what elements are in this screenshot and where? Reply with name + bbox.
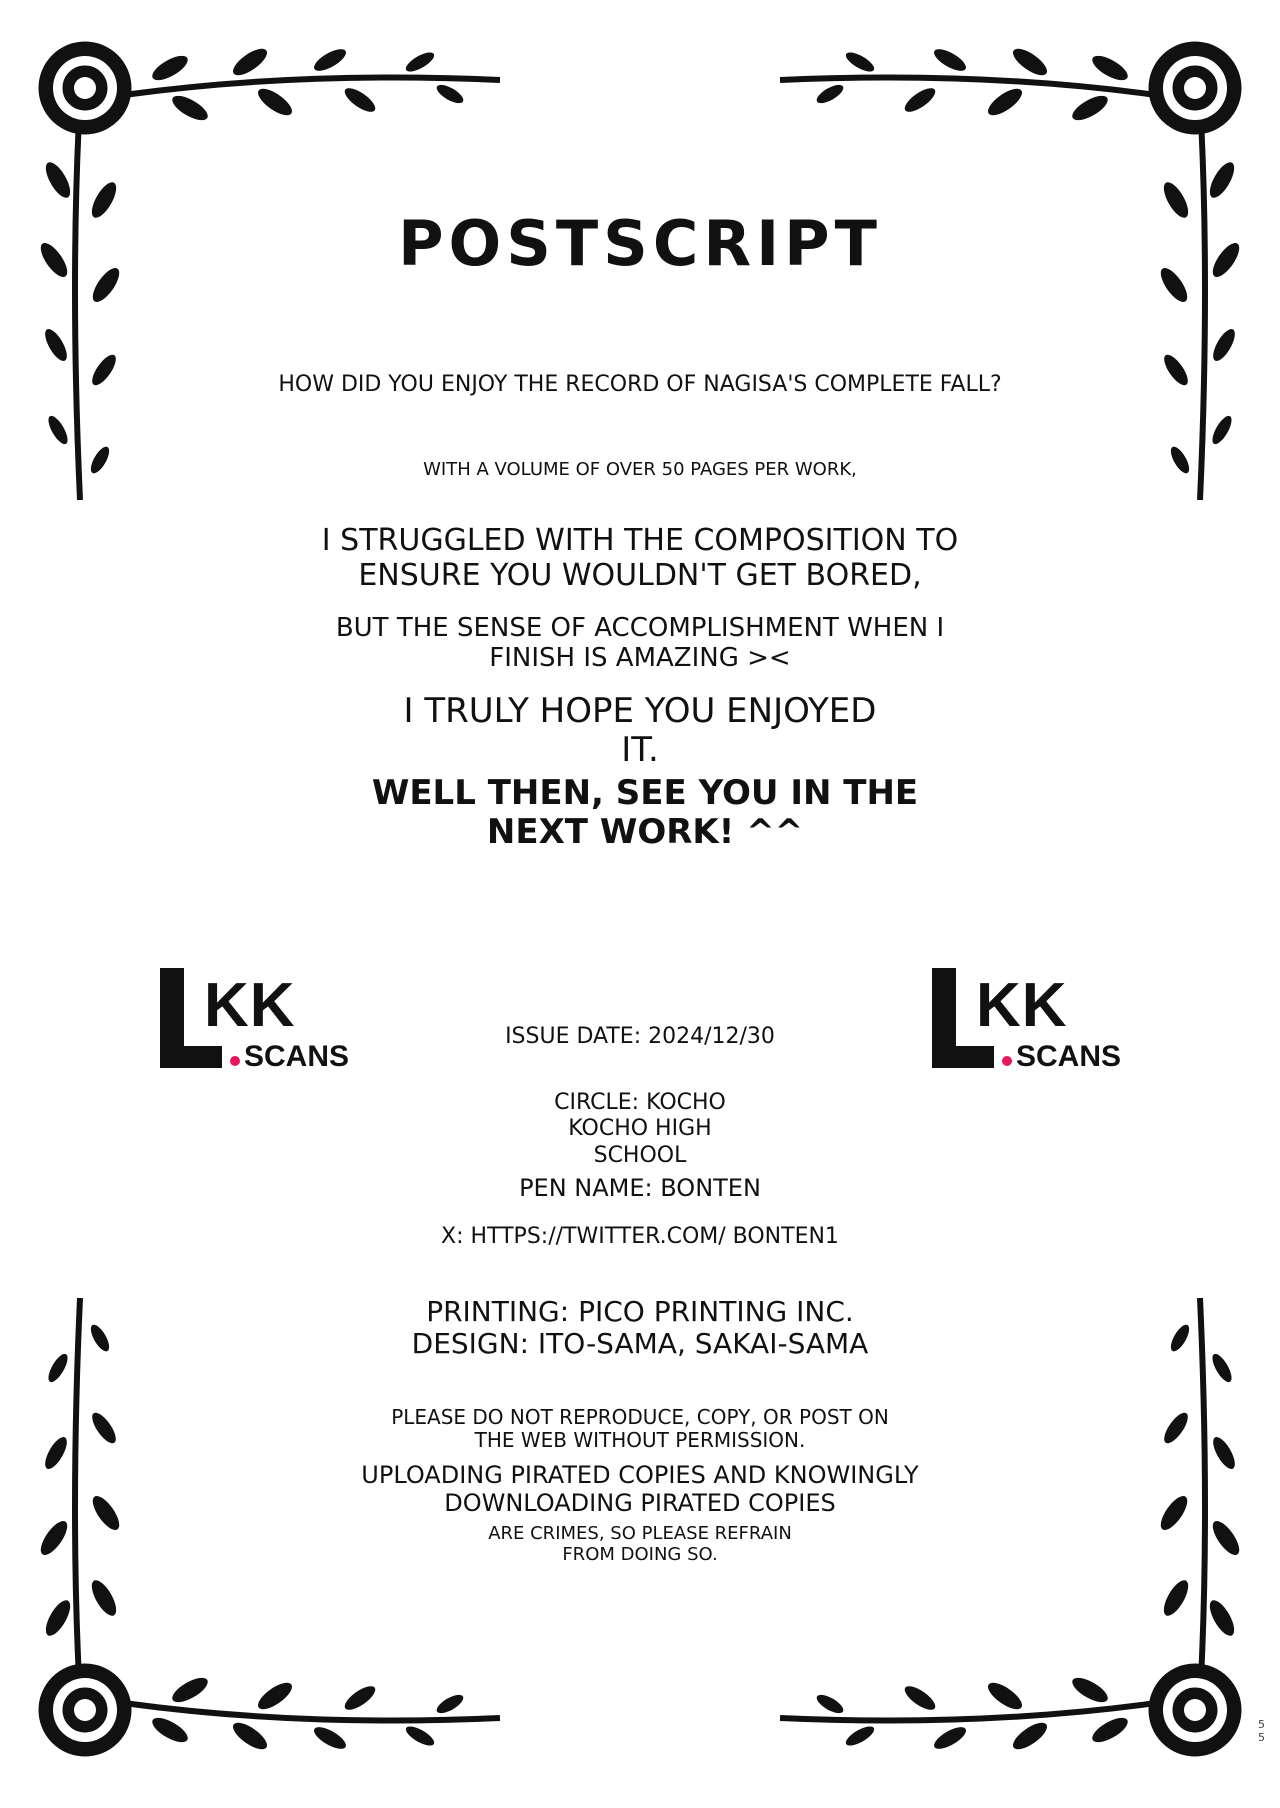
notice-1: PLEASE DO NOT REPRODUCE, COPY, OR POST ON THE WEB WITHOUT PERMISSION. [391, 1405, 889, 1452]
page-title: POSTSCRIPT [398, 207, 882, 280]
logo-kk-text: KK [976, 971, 1068, 1040]
logo-kk-text: KK [204, 971, 296, 1040]
scanlation-logo-right [932, 968, 1152, 1088]
design-credit: DESIGN: ITO-SAMA, SAKAI-SAMA [411, 1327, 869, 1361]
postscript-line-1: HOW DID YOU ENJOY THE RECORD OF NAGISA'S COMPLETE FALL? [278, 372, 1002, 397]
logo-dot-icon [230, 1056, 240, 1066]
credits [0, 1296, 1280, 1360]
scanlation-logo-left [160, 968, 380, 1088]
logo-scans-text: SCANS [1016, 1040, 1122, 1073]
pen-name: PEN NAME: BONTEN [519, 1174, 761, 1202]
logo-letter-l [160, 968, 184, 1068]
issue-date: ISSUE DATE: 2024/12/30 [505, 1024, 775, 1049]
postscript-line-3: I STRUGGLED WITH THE COMPOSITION TO ENSURE YOU WOULDN'T GET BORED, [321, 523, 959, 593]
circle-name: CIRCLE: KOCHO KOCHO HIGH SCHOOL [554, 1090, 726, 1168]
twitter-link[interactable]: X: HTTPS://TWITTER.COM/ BONTEN1 [441, 1224, 839, 1249]
logo-dot-icon [1002, 1056, 1012, 1066]
postscript-line-4: BUT THE SENSE OF ACCOMPLISHMENT WHEN I FINISH IS AMAZING >< [335, 613, 945, 673]
logo-letter-l [932, 968, 956, 1068]
postscript-line-5: I TRULY HOPE YOU ENJOYED IT. [403, 691, 877, 771]
logo-scans-text: SCANS [244, 1040, 350, 1073]
page-number: 55 [1258, 1718, 1265, 1745]
printing-credit: PRINTING: PICO PRINTING INC. [426, 1295, 854, 1328]
notice-3: ARE CRIMES, SO PLEASE REFRAIN FROM DOING SO. [488, 1523, 792, 1565]
postscript-line-6: WELL THEN, SEE YOU IN THE NEXT WORK! ^^ [371, 773, 919, 853]
notice-2: UPLOADING PIRATED COPIES AND KNOWINGLY DOWNLOADING PIRATED COPIES [361, 1461, 919, 1517]
postscript-line-2: WITH A VOLUME OF OVER 50 PAGES PER WORK, [423, 459, 857, 480]
